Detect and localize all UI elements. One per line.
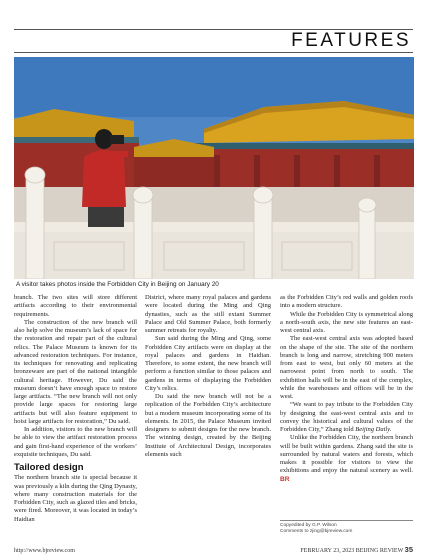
photo-caption: A visitor takes photos inside the Forbidden City in Beijing on January 20 bbox=[16, 281, 219, 288]
text-column-2 bbox=[145, 294, 271, 530]
paragraph: The northern branch site is special because it was previously a kiln during the Qing Dynasty, where many construction materials for the Forbidden City, such as glazed tiles and bricks, were fired. Moreover, it was located in today’s Haidian bbox=[14, 474, 137, 523]
paragraph: In addition, visitors to the new branch will be able to view the artifact restoration process and gain first-hand experience of the workers’ exquisite techniques, Du said. bbox=[14, 426, 137, 458]
footer-issue bbox=[300, 545, 413, 554]
paragraph: as the Forbidden City’s red walls and golden roofs into a modern structure. bbox=[280, 294, 413, 310]
page-number: 35 bbox=[404, 545, 413, 554]
header-rule-lower bbox=[14, 52, 413, 53]
copyright-box bbox=[280, 520, 413, 535]
paragraph: The construction of the new branch will also help solve the museum’s lack of space for the restoration and repair part of the cultural relics. The Palace Museum is known for its advanced restoration techniques. For instance, its techniques for renovating and replicating bronzeware are part of the national intangible cultural heritage. However, Du said the museum doesn’t have enough space to restore large artifacts. “The new branch will not only provide large spaces for restoring large artifacts but will also feature equipment to hoist large artifacts for restoration,” Du said. bbox=[14, 318, 137, 425]
paragraph bbox=[280, 401, 413, 434]
forbidden-city-photo bbox=[14, 57, 414, 279]
closing-text: Unlike the Forbidden City, the northern branch will be built within gardens. Zhang said the site is surrounded by natural waters and forests, which makes it possible for visitors to view the exhibitions and enjoy the natural scenery as well. bbox=[280, 434, 413, 475]
section-title: FEATURES bbox=[291, 30, 411, 51]
paragraph: District, where many royal palaces and gardens were located during the Ming and Qing dynasties, such as the still extant Summer Palace and Old Summer Palace, both formerly summer retreats for royalty. bbox=[145, 294, 271, 334]
publication-name: Beijing Daily. bbox=[355, 426, 392, 433]
paragraph: Du said the new branch will not be a replication of the Forbidden City’s architecture but a modern museum incorporating some of its elements. In 2015, the Palace Museum invited designers to submit designs for the new branch. The winning design, created by the Beijing Institute of Architectural Design, incorporates elements such bbox=[145, 393, 271, 458]
text-column-1 bbox=[14, 294, 137, 530]
br-end-mark: BR bbox=[280, 475, 290, 483]
issue-line: FEBRUARY 23, 2023 BEIJING REVIEW bbox=[300, 548, 404, 554]
quote-text: “We want to pay tribute to the Forbidden City by designing the east-west central axis and to convey the historical and cultural values of the Forbidden City,” Zhang told bbox=[280, 401, 413, 433]
paragraph: branch. The two sites will store different artifacts according to their environmental requirements. bbox=[14, 294, 137, 318]
comments-contact: Comments to zjing@bjreview.com bbox=[280, 529, 353, 534]
paragraph: While the Forbidden City is symmetrical along a north-south axis, the new site features an east-west central axis. bbox=[280, 310, 413, 334]
footer-url[interactable]: http://www.bjreview.com bbox=[14, 548, 75, 554]
paragraph bbox=[280, 434, 413, 484]
copyeditor-credit: Copyedited by G.P. Wilson bbox=[280, 523, 337, 528]
paragraph: Sun said during the Ming and Qing, some Forbidden City artifacts were on display at the royal palaces and gardens in Haidian. Therefore, to some extent, the new branch will perform a function similar to those palaces and gardens in terms of displaying the Forbidden City’s relics. bbox=[145, 335, 271, 392]
text-column-3 bbox=[280, 294, 413, 516]
paragraph: The east-west central axis was adopted based on the shape of the site. The site of the northern branch is long and narrow, stretching 900 meters from east to west, but only 60 meters at the narrowest point from north to south. The exhibition halls will be in the east of the complex, while the warehouses and offices will be in the west. bbox=[280, 335, 413, 400]
subheading: Tailored design bbox=[14, 462, 84, 473]
